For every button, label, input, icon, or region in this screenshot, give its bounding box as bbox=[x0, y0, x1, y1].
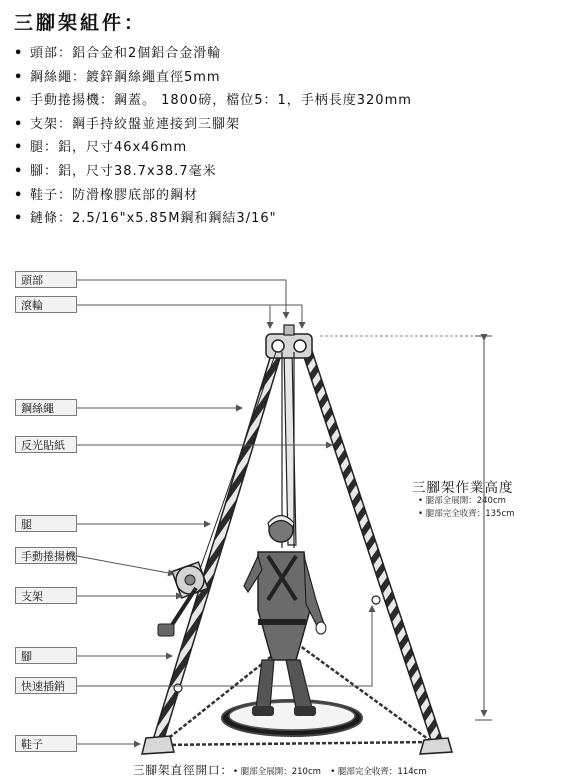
part-label-leg: 腿 bbox=[15, 515, 77, 532]
height-notes bbox=[418, 494, 514, 520]
leader-line-winch bbox=[77, 556, 174, 574]
spec-text: 腿：鋁，尺寸46x46mm bbox=[30, 140, 188, 156]
page-title: 三腳架組件： bbox=[14, 12, 147, 34]
bullet: • bbox=[14, 93, 24, 109]
part-label-pulley: 滾輪 bbox=[15, 296, 77, 313]
bullet: • bbox=[14, 69, 24, 85]
bullet: • bbox=[14, 46, 24, 61]
spec-text: 鞋子：防滑橡膠底部的鋼材 bbox=[30, 187, 199, 203]
part-label-foot: 腳 bbox=[15, 647, 77, 664]
height-title: 三腳架作業高度 bbox=[412, 480, 514, 496]
tripod-head bbox=[266, 325, 312, 358]
spec-text: 手動捲揚機：鋼蓋。 1800磅，檔位5：1，手柄長度320mm bbox=[30, 93, 412, 109]
spec-text: 鏈條：2.5/16"x5.85M鋼和鋼結3/16" bbox=[30, 211, 277, 227]
part-label-winch: 手動捲揚機 bbox=[15, 547, 77, 564]
leader-line-head bbox=[77, 280, 286, 318]
spec-text: 支架：鋼手持絞盤並連接到三腳架 bbox=[30, 116, 241, 132]
bullet: • bbox=[14, 163, 24, 179]
quick-pin bbox=[372, 596, 380, 604]
diameter-caption bbox=[133, 762, 427, 778]
leader-line-pulley bbox=[77, 305, 270, 328]
part-label-quick-pin: 快速插銷 bbox=[15, 677, 77, 694]
height-note: • 腿部完全收齊：135cm bbox=[418, 509, 515, 519]
height-note: • 腿部全展開：240cm bbox=[418, 496, 506, 506]
part-label-wire-rope: 鋼絲繩 bbox=[15, 399, 77, 416]
diameter-note: • 腿部完全收齊：114cm bbox=[330, 767, 427, 777]
manhole-rim bbox=[229, 702, 355, 730]
bullet: • bbox=[14, 116, 24, 132]
part-label-shoe: 鞋子 bbox=[15, 735, 77, 752]
bullet: • bbox=[14, 140, 24, 156]
diameter-note: • 腿部全展開：210cm bbox=[233, 767, 321, 777]
bullet: • bbox=[14, 211, 24, 227]
part-label-reflective-sticker: 反光貼紙 bbox=[15, 436, 77, 453]
wire-rope bbox=[198, 352, 276, 575]
leg-foot-right bbox=[420, 738, 452, 754]
tripod-leg-right bbox=[300, 342, 442, 743]
spec-text: 頭部：鋁合金和2個鋁合金滑輪 bbox=[30, 46, 222, 61]
spec-text: 鋼絲繩：鍍鋅鋼絲繩直徑5mm bbox=[30, 69, 221, 85]
part-label-bracket: 支架 bbox=[15, 587, 77, 604]
bullet: • bbox=[14, 187, 24, 203]
quick-pin bbox=[174, 684, 182, 692]
chain bbox=[160, 742, 432, 745]
leader-line-quick-pin bbox=[77, 606, 372, 686]
leg-foot-left bbox=[142, 736, 174, 754]
diameter-title: 三腳架直徑開口： bbox=[133, 763, 233, 777]
part-label-head: 頭部 bbox=[15, 271, 77, 288]
spec-text: 腳：鋁，尺寸38.7x38.7毫米 bbox=[30, 163, 217, 179]
